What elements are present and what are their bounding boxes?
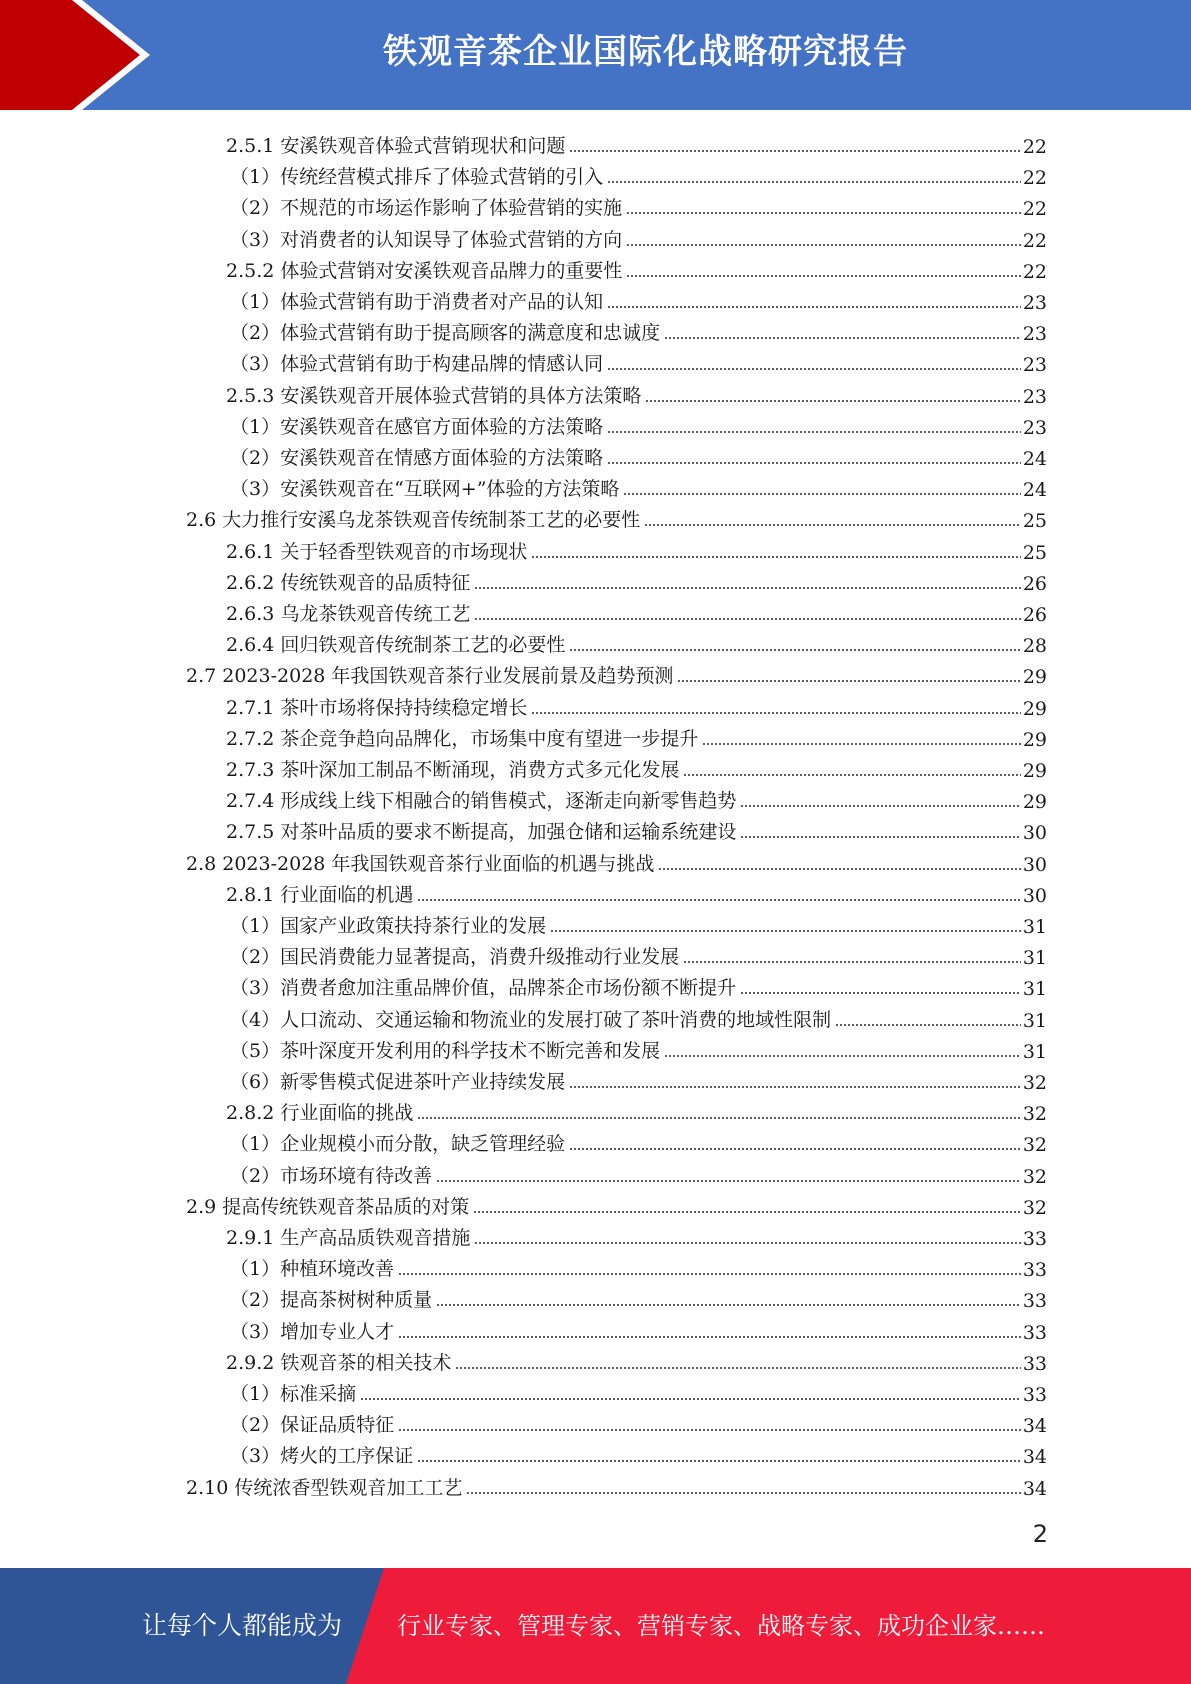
toc-dot-leader [436,1304,1021,1306]
toc-dot-leader [835,1024,1021,1026]
toc-dot-leader [455,1367,1020,1369]
toc-dot-leader [360,1398,1021,1400]
toc-entry[interactable] [226,751,1047,782]
toc-entry[interactable] [230,1375,1047,1406]
toc-entry[interactable] [230,1063,1047,1094]
toc-dot-leader [683,961,1021,963]
toc-entry-title: 2.6.4 回归铁观音传统制茶工艺的必要性 [226,634,566,657]
toc-entry-title: 2.7.4 形成线上线下相融合的销售模式，逐渐走向新零售趋势 [226,790,737,813]
toc-entry-page: 29 [1022,791,1047,814]
toc-dot-leader [677,680,1020,682]
toc-entry-page: 23 [1022,354,1047,377]
toc-entry[interactable] [226,813,1047,844]
toc-entry-page: 22 [1022,167,1047,190]
toc-dot-leader [474,1242,1020,1244]
toc-entry-page: 25 [1022,541,1047,564]
toc-entry-page: 22 [1022,136,1047,158]
toc-entry-page: 29 [1022,666,1047,689]
toc-dot-leader [644,524,1021,526]
page-number: 2 [1032,1520,1048,1548]
toc-entry-page: 32 [1022,1072,1047,1094]
toc-entry-page: 26 [1022,604,1047,626]
toc-entry-title: （2）提高茶树树种质量 [230,1289,433,1312]
toc-entry-page: 34 [1022,1446,1047,1469]
toc-entry[interactable] [230,938,1047,969]
toc-entry-title: 2.8 2023-2028 年我国铁观音茶行业面临的机遇与挑战 [186,852,655,875]
toc-dot-leader [398,1429,1021,1431]
toc-entry-page: 30 [1022,884,1047,907]
toc-entry-title: （1）企业规模小而分散，缺乏管理经验 [230,1133,566,1156]
toc-dot-leader [607,306,1021,308]
toc-entry-page: 33 [1022,1228,1047,1250]
toc-entry-title: 2.5.2 体验式营销对安溪铁观音品牌力的重要性 [226,259,623,282]
toc-entry-page: 32 [1022,1134,1047,1157]
toc-dot-leader [626,244,1021,246]
toc-entry-page: 29 [1022,697,1047,720]
toc-entry-title: 2.8.1 行业面临的机遇 [226,883,414,906]
toc-entry-page: 22 [1022,229,1047,252]
toc-dot-leader [569,1086,1021,1088]
toc-entry[interactable] [230,1313,1047,1344]
toc-entry-page: 34 [1022,1415,1047,1438]
toc-dot-leader [569,649,1020,651]
toc-dot-leader [474,618,1020,620]
toc-entry[interactable] [226,377,1047,408]
toc-entry-page: 22 [1022,260,1047,283]
page-footer [0,1568,1191,1684]
toc-dot-leader [645,400,1020,402]
toc-entry-title: （5）茶叶深度开发利用的科学技术不断完善和发展 [230,1039,661,1062]
toc-entry-page: 33 [1022,1290,1047,1313]
toc-entry-title: （2）国民消费能力显著提高，消费升级推动行业发展 [230,946,680,969]
toc-entry-page: 33 [1022,1321,1047,1344]
toc-entry-title: 2.7.5 对茶叶品质的要求不断提高，加强仓储和运输系统建设 [226,821,737,844]
toc-dot-leader [417,899,1020,901]
toc-entry-title: 2.6.1 关于轻香型铁观音的市场现状 [226,540,528,563]
toc-entry[interactable] [230,345,1047,376]
toc-entry-page: 33 [1022,1352,1047,1375]
toc-entry[interactable] [230,1250,1047,1281]
toc-entry-title: 2.6.3 乌龙茶铁观音传统工艺 [226,603,471,625]
toc-entry-title: （2）安溪铁观音在情感方面体验的方法策略 [230,447,604,469]
toc-entry-page: 31 [1022,1009,1047,1032]
toc-entry[interactable] [230,907,1047,938]
toc-entry[interactable] [226,876,1047,907]
toc-dot-leader [417,1117,1020,1119]
toc-dot-leader [607,462,1021,464]
toc-entry-title: 2.6 大力推行安溪乌龙茶铁观音传统制茶工艺的必要性 [186,509,641,532]
toc-entry[interactable] [186,845,1047,876]
toc-entry-title: （1）种植环境改善 [230,1258,395,1281]
toc-entry-page: 31 [1022,947,1047,970]
report-title: 铁观音茶企业国际化战略研究报告 [383,32,908,72]
toc-dot-leader [607,181,1021,183]
toc-entry[interactable] [186,1469,1047,1500]
toc-entry[interactable] [186,657,1047,688]
toc-entry-page: 28 [1022,635,1047,658]
toc-entry-page: 24 [1022,448,1047,470]
toc-entry-page: 29 [1022,728,1047,751]
toc-entry-title: （3）烤火的工序保证 [230,1445,414,1468]
toc-entry-page: 34 [1022,1477,1047,1500]
toc-dot-leader [569,1148,1021,1150]
toc-entry-page: 24 [1022,479,1047,502]
toc-entry[interactable] [226,782,1047,813]
toc-entry-title: （3）对消费者的认知误导了体验式营销的方向 [230,228,623,251]
toc-entry-page: 33 [1022,1384,1047,1406]
toc-dot-leader [623,493,1020,495]
toc-entry-title: （3）消费者愈加注重品牌价值，品牌茶企市场份额不断提升 [230,977,737,1000]
toc-entry[interactable] [230,158,1047,189]
toc-entry-page: 30 [1022,822,1047,845]
toc-dot-leader [702,743,1020,745]
toc-entry[interactable] [226,564,1047,595]
toc-entry[interactable] [226,595,1047,626]
toc-entry[interactable] [230,969,1047,1000]
toc-entry-page: 23 [1022,385,1047,408]
toc-entry-title: （6）新零售模式促进茶叶产业持续发展 [230,1071,566,1093]
toc-dot-leader [740,836,1020,838]
toc-entry-title: （2）不规范的市场运作影响了体验营销的实施 [230,197,623,220]
toc-entry[interactable] [230,439,1047,470]
toc-dot-leader [531,712,1020,714]
toc-entry-page: 23 [1022,292,1047,314]
toc-entry-title: 2.7.3 茶叶深加工制品不断涌现，消费方式多元化发展 [226,759,680,781]
toc-entry-page: 31 [1022,916,1047,938]
toc-entry-page: 23 [1022,323,1047,346]
toc-entry[interactable] [186,501,1047,532]
toc-entry[interactable] [230,221,1047,252]
toc-entry[interactable] [226,720,1047,751]
toc-entry[interactable] [230,408,1047,439]
toc-entry-page: 22 [1022,198,1047,221]
toc-entry[interactable] [226,1219,1047,1250]
toc-entry-page: 33 [1022,1259,1047,1282]
toc-dot-leader [740,992,1021,994]
page-header [0,0,1191,110]
toc-entry-page: 32 [1022,1165,1047,1188]
toc-entry-title: 2.9.1 生产高品质铁观音措施 [226,1227,471,1249]
toc-dot-leader [398,1273,1021,1275]
toc-entry-title: （1）国家产业政策扶持茶行业的发展 [230,915,547,937]
toc-entry-title: （3）安溪铁观音在“互联网+”体验的方法策略 [230,478,620,501]
toc-entry[interactable] [226,689,1047,720]
toc-entry-title: （2）保证品质特征 [230,1414,395,1437]
toc-entry[interactable] [230,1157,1047,1188]
toc-entry-title: 2.9.2 铁观音茶的相关技术 [226,1351,452,1374]
toc-dot-leader [569,150,1020,152]
footer-slogan-left: 让每个人都能成为 [142,1611,343,1640]
toc-entry-page: 25 [1022,510,1047,533]
toc-dot-leader [683,774,1020,776]
toc-dot-leader [664,337,1021,339]
toc-entry-title: 2.9 提高传统铁观音茶品质的对策 [186,1195,470,1218]
toc-dot-leader [550,930,1021,932]
toc-entry[interactable] [226,1094,1047,1125]
toc-dot-leader [531,556,1020,558]
toc-dot-leader [607,368,1021,370]
toc-entry-title: 2.7.2 茶企竞争趋向品牌化，市场集中度有望进一步提升 [226,727,699,750]
toc-entry-title: 2.5.3 安溪铁观音开展体验式营销的具体方法策略 [226,384,642,407]
toc-dot-leader [664,1055,1021,1057]
toc-entry-page: 26 [1022,572,1047,595]
toc-entry[interactable] [230,189,1047,220]
toc-entry-title: 2.10 传统浓香型铁观音加工工艺 [186,1476,463,1499]
toc-entry[interactable] [226,252,1047,283]
toc-dot-leader [740,805,1020,807]
toc-entry[interactable] [230,1001,1047,1032]
toc-entry[interactable] [186,1188,1047,1219]
toc-entry-page: 32 [1022,1103,1047,1126]
toc-entry-title: 2.8.2 行业面临的挑战 [226,1102,414,1125]
toc-entry-page: 31 [1022,1040,1047,1063]
toc-dot-leader [607,431,1021,433]
toc-entry[interactable] [230,1437,1047,1468]
toc-dot-leader [436,1180,1021,1182]
toc-entry-title: （1）安溪铁观音在感官方面体验的方法策略 [230,415,604,438]
toc-entry-title: （3）体验式营销有助于构建品牌的情感认同 [230,353,604,376]
toc-entry-page: 31 [1022,978,1047,1001]
toc-entry[interactable] [230,1406,1047,1437]
toc-entry[interactable] [230,314,1047,345]
toc-dot-leader [626,212,1021,214]
toc-entry-title: （2）市场环境有待改善 [230,1164,433,1187]
toc-entry-title: （1）体验式营销有助于消费者对产品的认知 [230,291,604,313]
toc-entry-title: 2.5.1 安溪铁观音体验式营销现状和问题 [226,135,566,157]
toc-entry-page: 23 [1022,416,1047,439]
toc-dot-leader [626,275,1020,277]
toc-dot-leader [398,1336,1021,1338]
toc-entry-page: 32 [1022,1196,1047,1219]
toc-entry[interactable] [230,470,1047,501]
toc-entry[interactable] [226,626,1047,657]
toc-entry-title: 2.7.1 茶叶市场将保持持续稳定增长 [226,696,528,719]
toc-dot-leader [658,868,1020,870]
toc-entry-title: （4）人口流动、交通运输和物流业的发展打破了茶叶消费的地域性限制 [230,1008,832,1031]
toc-entry[interactable] [230,1281,1047,1312]
toc-entry-page: 30 [1022,853,1047,876]
toc-dot-leader [474,587,1020,589]
toc-entry-page: 29 [1022,760,1047,782]
toc-entry-title: 2.6.2 传统铁观音的品质特征 [226,571,471,594]
toc-entry-title: （1）标准采摘 [230,1383,357,1405]
footer-slogan-right: 行业专家、管理专家、营销专家、战略专家、成功企业家…… [397,1612,1045,1640]
toc-entry[interactable] [230,1032,1047,1063]
toc-entry[interactable] [226,533,1047,564]
toc-entry-title: （1）传统经营模式排斥了体验式营销的引入 [230,166,604,189]
toc-dot-leader [473,1211,1021,1213]
toc-dot-leader [466,1492,1020,1494]
toc-entry[interactable] [230,1125,1047,1156]
toc-entry-title: 2.7 2023-2028 年我国铁观音茶行业发展前景及趋势预测 [186,665,674,688]
toc-entry[interactable] [230,283,1047,314]
toc-entry-title: （2）体验式营销有助于提高顾客的满意度和忠诚度 [230,322,661,345]
toc-entry-title: （3）增加专业人才 [230,1320,395,1343]
toc-entry[interactable] [226,127,1047,158]
toc-entry[interactable] [226,1344,1047,1375]
toc-dot-leader [417,1460,1021,1462]
